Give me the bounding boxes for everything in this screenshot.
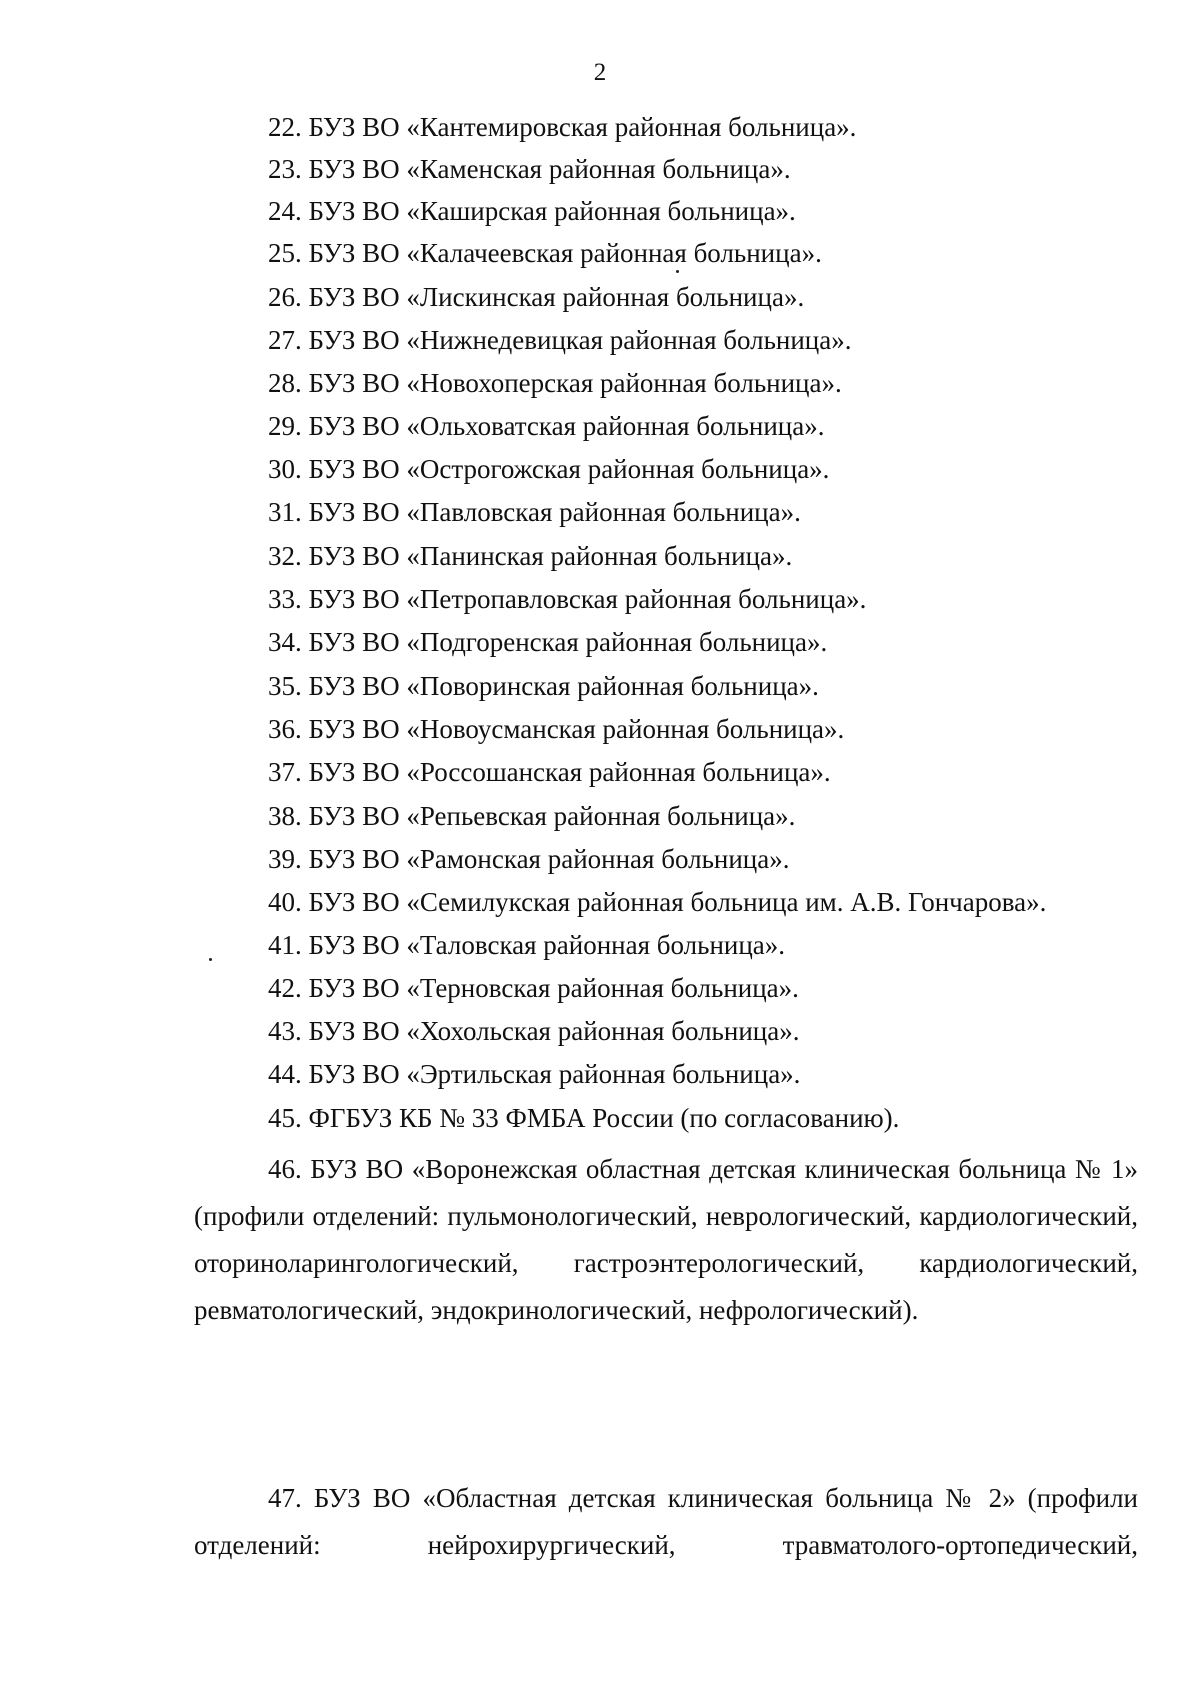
list-item: 30. БУЗ ВО «Острогожская районная больница». <box>268 454 830 484</box>
list-item: 26. БУЗ ВО «Лискинская районная больница». <box>268 282 805 312</box>
list-item: 33. БУЗ ВО «Петропавловская районная больница». <box>268 584 867 614</box>
scan-speck <box>676 270 679 273</box>
list-item: 35. БУЗ ВО «Поворинская районная больница». <box>268 671 819 701</box>
scan-speck <box>209 958 212 961</box>
list-item: 38. БУЗ ВО «Репьевская районная больница». <box>268 801 796 831</box>
list-item: 22. БУЗ ВО «Кантемировская районная больница». <box>268 112 857 142</box>
list-item: 42. БУЗ ВО «Терновская районная больница». <box>268 973 799 1003</box>
list-item: 36. БУЗ ВО «Новоусманская районная больница». <box>268 714 845 744</box>
list-item: 28. БУЗ ВО «Новохоперская районная больница». <box>268 368 842 398</box>
list-item: 43. БУЗ ВО «Хохольская районная больница». <box>268 1016 800 1046</box>
list-item: 45. ФГБУЗ КБ № 33 ФМБА России (по согласованию). <box>268 1103 900 1133</box>
list-item: 25. БУЗ ВО «Калачеевская районная больница». <box>268 238 822 268</box>
list-item: 34. БУЗ ВО «Подгоренская районная больница». <box>268 627 828 657</box>
page-number: 2 <box>593 59 607 86</box>
list-item: 24. БУЗ ВО «Каширская районная больница». <box>268 196 796 226</box>
list-item: 23. БУЗ ВО «Каменская районная больница». <box>268 154 791 184</box>
list-item: 40. БУЗ ВО «Семилукская районная больница им. А.В. Гончарова». <box>268 887 1047 917</box>
list-item: 39. БУЗ ВО «Рамонская районная больница». <box>268 844 790 874</box>
list-item: 37. БУЗ ВО «Россошанская районная больница». <box>268 757 831 787</box>
list-item: 41. БУЗ ВО «Таловская районная больница». <box>268 930 786 960</box>
paragraph-item-47: 47. БУЗ ВО «Областная детская клиническая больница № 2» (профили отделений: нейрохирургический, травматолого-ортопедический, <box>194 1483 1138 1560</box>
list-item: 44. БУЗ ВО «Эртильская районная больница». <box>268 1059 801 1089</box>
list-item: 32. БУЗ ВО «Панинская районная больница». <box>268 541 793 571</box>
list-item: 27. БУЗ ВО «Нижнедевицкая районная больница». <box>268 325 852 355</box>
list-item: 31. БУЗ ВО «Павловская районная больница». <box>268 497 801 527</box>
list-item: 29. БУЗ ВО «Ольховатская районная больница». <box>268 411 825 441</box>
paragraph-item-46: 46. БУЗ ВО «Воронежская областная детская клиническая больница № 1» (профили отделений: пульмонологический, неврологический, кардиологический, оториноларингологический, гастроэнтерологический, кардиологический, ревматологический, эндокринологический, нефрологический). <box>194 1154 1138 1325</box>
